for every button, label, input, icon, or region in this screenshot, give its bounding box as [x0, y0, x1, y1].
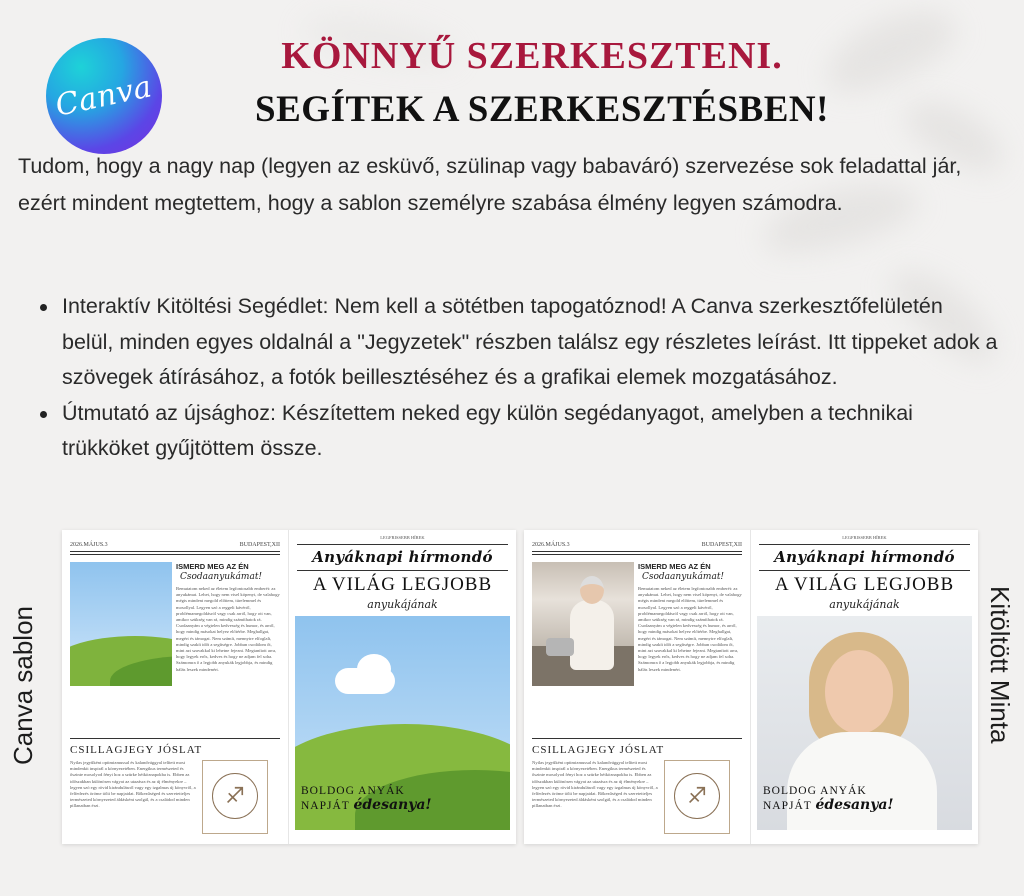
caption-line-2: NAPJÁT	[763, 800, 812, 812]
template-inner-page	[62, 530, 289, 844]
template-spread	[62, 530, 516, 844]
newspaper-meta	[532, 542, 742, 548]
sample-inner-page	[524, 530, 751, 844]
cover-kicker: LEGFRISSEBB HÍREK	[842, 535, 887, 540]
heading-line-2: SEGÍTEK A SZERKESZTÉSBEN!	[255, 89, 829, 130]
portrait-top	[787, 732, 937, 830]
intro-paragraph: Tudom, hogy a nagy nap (legyen az esküvő, szülinap vagy babaváró) szervezése sok feladattal jár, ezért mindent megtettem, hogy a sablon személyre szabása élmény legyen számodra.	[18, 154, 962, 215]
rule	[532, 554, 742, 555]
caption-script: édesanya!	[353, 797, 432, 813]
story-body: Bemutatom neked az életem legfontosabb emberét: az anyukámat. Lehet, hogy nem visel köpenyt, de valahogy mégis mindent megold előttem, türelemmel és mosollyal. Legyen szó a reggeli kávéról, problémamegoldásról vagy csak arról, hogy ott van, amikor szükség van rá, mindig számíthatok rá. Csodaanyám a végtelen kedvesség és humor, és arról, hogy mindig másokat helyez előtérbe. Meghallgat, megért és támogat. Nem számít, mennyire elfoglalt, mindig szakít időt a segítségre. Jobban csodálom őt, mint azt szavakkal ki lehetne fejezni. Megtanított arra, hogy legyek erős, kedves és hogy ne adjam fel soha. Számomra ő a legjobb anyukák legjobbja, és mindig hálás leszek mindenért.	[176, 586, 280, 672]
newspaper-city: BUDAPEST,XII	[239, 542, 280, 548]
rule	[297, 570, 508, 571]
cover-masthead: Anyáknapi hírmondó	[774, 548, 955, 566]
story-script: Csodaanyukámat!	[180, 572, 263, 582]
newspaper-date: 2026.MÁJUS.3	[70, 542, 108, 548]
sample-cover-page	[751, 530, 978, 844]
story-heading: ISMERD MEG AZ ÉN	[638, 562, 711, 571]
newspaper-city: BUDAPEST,XII	[701, 542, 742, 548]
rule	[70, 551, 280, 552]
horoscope-text: Nyilas jegyűként optimizmussal és kalandvággyal telített most mindenkit inspirál a környezetében. Energikus természeted és őszinte mosolyod fényt hoz a szürke hétköznapokba is. Ebben az időszakban különösen vágyat az utazásra és az új élményekre – legyen szó egy rövid kirándulásról vagy egy izgalmas új könyvről, a felfedezés öröme tölti be napjaidat. Bőkezűséged és szeretetteljes természeted környezeted áldásként szolgál, és a családod minden pillanatban érzi.	[70, 760, 196, 809]
cover-masthead: Anyáknapi hírmondó	[312, 548, 493, 566]
caption-script: édesanya!	[815, 797, 894, 813]
feature-item-notes: Interaktív Kitöltési Segédlet: Nem kell a sötétben tapogatóznod! A Canva szerkesztőfelületén belül, minden egyes oldalnál a "Jegyzetek" részben találsz egy részletes leírást. Itt tippeket adok a szövegek átírásához, a fotók beillesztéséhez és a grafikai elemek mozgatásához.	[40, 289, 1000, 396]
cover-caption	[301, 784, 501, 813]
sagittarius-icon: ♐	[212, 773, 258, 819]
cover-subtitle: anyukájának	[367, 598, 438, 611]
feature-list	[40, 289, 1000, 467]
newspaper-meta	[70, 542, 280, 548]
photo-person-head	[580, 576, 604, 604]
label-filled-sample: Kitöltött Minta	[985, 586, 1015, 744]
rule	[70, 738, 280, 739]
caption-line-1: BOLDOG ANYÁK	[763, 785, 867, 797]
horoscope-sign-box	[664, 760, 730, 834]
cover-kicker: LEGFRISSEBB HÍREK	[380, 535, 425, 540]
cover-title: A VILÁG LEGJOBB	[774, 574, 955, 595]
caption-line-1: BOLDOG ANYÁK	[301, 785, 405, 797]
portrait-face	[825, 650, 893, 734]
story-body: Bemutatom neked az életem legfontosabb emberét: az anyukámat. Lehet, hogy nem visel köpenyt, de valahogy mégis mindent megold előttem, türelemmel és mosollyal. Legyen szó a reggeli kávéról, problémamegoldásról vagy csak arról, hogy ott van, amikor szükség van rá, mindig számíthatok rá. Csodaanyám a végtelen kedvesség és humor, és arról, hogy mindig másokat helyez előtérbe. Meghallgat, megért és támogat. Nem számít, mennyire elfoglalt, mindig szakít időt a segítségre. Jobban csodálom őt, mint azt szavakkal ki lehetne fejezni. Megtanított arra, hogy legyek erős, kedves és hogy ne adjam fel soha. Számomra ő a legjobb anyukák legjobbja, és mindig hálás leszek mindenért.	[638, 586, 742, 672]
label-canva-template: Canva sablon	[8, 606, 38, 765]
story-script: Csodaanyukámat!	[642, 572, 725, 582]
canva-logo-text: Canva	[52, 68, 156, 124]
horoscope-text: Nyilas jegyűként optimizmussal és kalandvággyal telített most mindenkit inspirál a környezetében. Energikus természeted és őszinte mosolyod fényt hoz a szürke hétköznapokba is. Ebben az időszakban különösen vágyat az utazásra és az új élményekre – legyen szó egy rövid kirándulásról vagy egy izgalmas új könyvről, a felfedezés öröme tölti be napjaidat. Bőkezűséged és szeretetteljes természeted környezeted áldásként szolgál, és a családod minden pillanatban érzi.	[532, 760, 658, 809]
rule	[759, 544, 970, 545]
horoscope-title: CSILLAGJEGY JÓSLAT	[532, 744, 665, 756]
newspaper-date: 2026.MÁJUS.3	[532, 542, 570, 548]
rule	[297, 544, 508, 545]
horoscope-sign-box	[202, 760, 268, 834]
caption-line-2: NAPJÁT	[301, 800, 350, 812]
rule	[70, 554, 280, 555]
rule	[532, 551, 742, 552]
cover-title: A VILÁG LEGJOBB	[312, 574, 493, 595]
photo-pot	[546, 638, 574, 656]
photo-person	[570, 600, 614, 670]
cover-caption	[763, 784, 963, 813]
sagittarius-icon: ♐	[674, 773, 720, 819]
rule	[759, 570, 970, 571]
heading-line-1: KÖNNYŰ SZERKESZTENI.	[281, 35, 783, 77]
story-heading: ISMERD MEG AZ ÉN	[176, 562, 249, 571]
photo-placeholder	[70, 562, 172, 686]
cover-subtitle: anyukájának	[829, 598, 900, 611]
template-cover-page	[289, 530, 516, 844]
rule	[532, 738, 742, 739]
sample-spread	[524, 530, 978, 844]
feature-item-guide: Útmutató az újsághoz: Készítettem neked egy külön segédanyagot, amelyben a technikai trükköket gyűjtöttem össze.	[40, 396, 1000, 467]
cloud	[357, 654, 391, 684]
horoscope-title: CSILLAGJEGY JÓSLAT	[70, 744, 203, 756]
kitchen-photo	[532, 562, 634, 686]
